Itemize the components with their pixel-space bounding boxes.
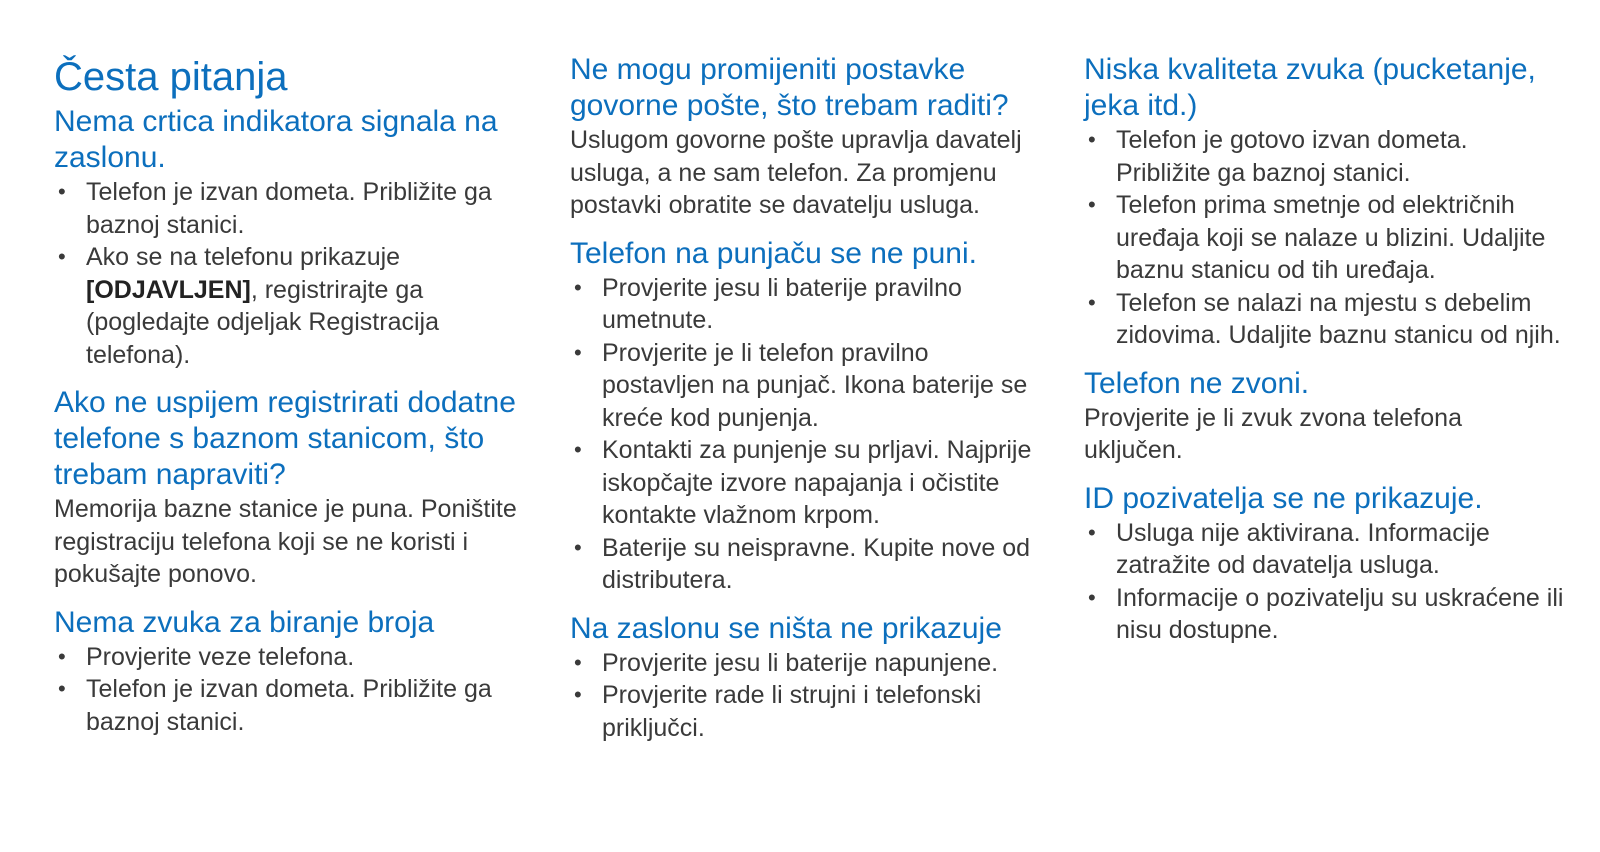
section-caller-id bbox=[1084, 481, 1564, 647]
bullet-icon: • bbox=[574, 534, 582, 560]
bullet-icon: • bbox=[58, 244, 66, 269]
section-heading: Niska kvaliteta zvuka (pucketanje, jeka itd.) bbox=[1084, 53, 1536, 122]
section-register-fail bbox=[54, 385, 524, 591]
section-heading: Telefon na punjaču se ne puni. bbox=[570, 236, 977, 270]
section-not-charging bbox=[570, 236, 1040, 597]
status-label: [ODJAVLJEN] bbox=[86, 275, 251, 304]
page-title: Česta pitanja bbox=[54, 55, 288, 99]
section-poor-audio bbox=[1084, 52, 1564, 352]
bullet-icon: • bbox=[574, 682, 582, 707]
bullet-icon: • bbox=[58, 179, 66, 204]
list-item-text: Telefon je izvan dometa. Približite ga baznoj stanici. bbox=[86, 178, 492, 239]
list-item bbox=[1084, 582, 1564, 647]
column-right bbox=[1084, 52, 1564, 661]
section-no-ring bbox=[1084, 366, 1564, 467]
section-voicemail bbox=[570, 52, 1040, 222]
list-item-text: Provjerite jesu li baterije napunjene. bbox=[602, 648, 999, 677]
list-item bbox=[570, 679, 1040, 744]
bullet-icon: • bbox=[58, 643, 66, 669]
section-text: Memorija bazne stanice je puna. Poništite registraciju telefona koji se ne koristi i pokušajte ponovo. bbox=[54, 495, 517, 588]
list-item bbox=[570, 272, 1040, 337]
bullet-icon: • bbox=[1088, 584, 1096, 610]
list-item bbox=[54, 241, 524, 371]
bullet-list bbox=[570, 272, 1040, 597]
list-item-text: Telefon je gotovo izvan dometa. Približite ga baznoj stanici. bbox=[1116, 126, 1468, 187]
list-item-text: Usluga nije aktivirana. Informacije zatražite od davatelja usluga. bbox=[1116, 518, 1490, 579]
list-item bbox=[54, 641, 524, 674]
bullet-icon: • bbox=[58, 676, 66, 701]
list-item bbox=[570, 532, 1040, 597]
column-middle bbox=[570, 52, 1040, 758]
section-heading: ID pozivatelja se ne prikazuje. bbox=[1084, 481, 1483, 515]
section-heading: Ako ne uspijem registrirati dodatne telefone s baznom stanicom, što trebam napraviti? bbox=[54, 386, 516, 491]
bullet-list bbox=[54, 641, 524, 739]
bullet-icon: • bbox=[574, 649, 582, 675]
list-item bbox=[1084, 124, 1564, 189]
bullet-list bbox=[570, 647, 1040, 745]
list-item-text: Baterije su neispravne. Kupite nove od distributera. bbox=[602, 533, 1031, 594]
list-item bbox=[1084, 517, 1564, 582]
section-heading: Nema crtica indikatora signala na zaslonu. bbox=[54, 105, 498, 174]
list-item bbox=[570, 434, 1040, 532]
bullet-icon: • bbox=[1088, 519, 1096, 545]
list-item-text: Ako se na telefonu prikazuje bbox=[86, 243, 401, 271]
bullet-icon: • bbox=[574, 274, 582, 300]
list-item bbox=[1084, 189, 1564, 287]
list-item-text: Telefon se nalazi na mjestu s debelim zidovima. Udaljite baznu stanicu od njih. bbox=[1116, 288, 1561, 349]
list-item bbox=[570, 337, 1040, 435]
list-item bbox=[570, 647, 1040, 680]
section-no-dial-tone bbox=[54, 605, 524, 739]
section-heading: Na zaslonu se ništa ne prikazuje bbox=[570, 611, 1002, 645]
section-heading: Nema zvuka za biranje broja bbox=[54, 605, 435, 639]
list-item-text: Telefon prima smetnje od električnih uređaja koji se nalaze u blizini. Udaljite baznu stanicu od tih uređaja. bbox=[1116, 191, 1546, 284]
section-heading: Telefon ne zvoni. bbox=[1084, 366, 1310, 400]
bullet-icon: • bbox=[1088, 127, 1096, 152]
bullet-icon: • bbox=[1088, 289, 1096, 315]
section-heading: Ne mogu promijeniti postavke govorne pošte, što trebam raditi? bbox=[570, 53, 1009, 122]
list-item bbox=[54, 673, 524, 738]
bullet-list bbox=[1084, 517, 1564, 647]
bullet-list bbox=[54, 176, 524, 371]
section-text: Provjerite je li zvuk zvona telefona uključen. bbox=[1084, 403, 1462, 464]
section-blank-display bbox=[570, 611, 1040, 745]
column-left bbox=[54, 48, 524, 752]
list-item-text: , registrirajte ga (pogledajte odjeljak Registracija telefona). bbox=[86, 275, 439, 369]
list-item-text: Provjerite jesu li baterije pravilno umetnute. bbox=[602, 273, 962, 334]
bullet-icon: • bbox=[574, 437, 582, 462]
bullet-icon: • bbox=[1088, 192, 1096, 217]
list-item-text: Kontakti za punjenje su prljavi. Najprije iskopčajte izvore napajanja i očistite kontakte vlažnom krpom. bbox=[602, 436, 1032, 529]
list-item bbox=[1084, 287, 1564, 352]
list-item-text: Provjerite je li telefon pravilno postavljen na punjač. Ikona baterije se kreće kod punjenja. bbox=[602, 338, 1028, 432]
section-no-signal bbox=[54, 104, 524, 371]
bullet-icon: • bbox=[574, 339, 582, 365]
section-text: Uslugom govorne pošte upravlja davatelj usluga, a ne sam telefon. Za promjenu postavki obratite se davatelju usluga. bbox=[570, 126, 1022, 219]
list-item-text: Provjerite veze telefona. bbox=[86, 642, 355, 671]
bullet-list bbox=[1084, 124, 1564, 352]
list-item-text: Provjerite rade li strujni i telefonski priključci. bbox=[602, 681, 982, 742]
list-item-text: Informacije o pozivatelju su uskraćene ili nisu dostupne. bbox=[1116, 583, 1564, 644]
list-item bbox=[54, 176, 524, 241]
list-item-text: Telefon je izvan dometa. Približite ga baznoj stanici. bbox=[86, 675, 492, 736]
